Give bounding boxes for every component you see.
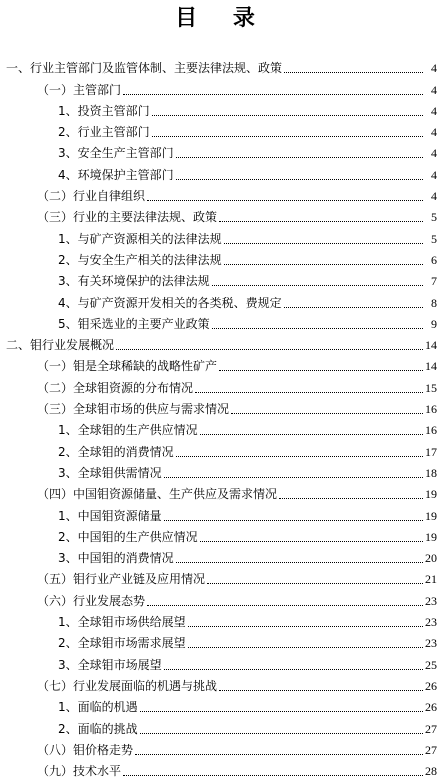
dot-leader bbox=[147, 605, 423, 606]
toc-entry-number: （九） bbox=[37, 764, 74, 779]
dot-leader bbox=[200, 434, 423, 435]
dot-leader bbox=[224, 264, 423, 265]
toc-entry-text: 钼行业产业链及应用情况 bbox=[73, 572, 206, 587]
toc-page-number: 26 bbox=[425, 700, 437, 715]
toc-entry-label bbox=[37, 401, 229, 417]
toc-page-number: 15 bbox=[425, 380, 437, 395]
toc-entry-text: 中国钼的生产供应情况 bbox=[77, 529, 198, 544]
toc-entry-number: 1、 bbox=[58, 615, 78, 630]
toc-page-number: 4 bbox=[431, 189, 437, 204]
dot-leader bbox=[224, 243, 423, 244]
dot-leader bbox=[176, 157, 423, 158]
toc-entry[interactable] bbox=[0, 587, 444, 608]
toc-entry-text: 与安全生产相关的法律法规 bbox=[77, 252, 222, 267]
toc-page-number: 4 bbox=[431, 125, 437, 140]
toc-page-number: 4 bbox=[431, 103, 437, 118]
toc-entry-text: 技术水平 bbox=[73, 764, 122, 779]
toc-entry-number: （四） bbox=[37, 487, 74, 502]
toc-entry-label bbox=[58, 529, 198, 545]
toc-entry-label bbox=[58, 167, 174, 183]
toc-entry-text: 行业自律组织 bbox=[73, 189, 146, 204]
toc-entry-label bbox=[58, 444, 174, 460]
toc-entry-number: 2、 bbox=[58, 444, 78, 459]
toc-page-number: 19 bbox=[425, 529, 437, 544]
toc-page-number: 4 bbox=[431, 82, 437, 97]
toc-entry-label bbox=[37, 763, 121, 779]
toc-entry[interactable] bbox=[0, 204, 444, 225]
toc-entry-text: 面临的机遇 bbox=[77, 700, 138, 715]
toc-page-number: 14 bbox=[425, 359, 437, 374]
toc-entry-number: 2、 bbox=[58, 636, 78, 651]
dot-leader bbox=[135, 754, 423, 755]
toc-entry-text: 行业发展态势 bbox=[73, 593, 146, 608]
toc-entry-number: （二） bbox=[37, 380, 74, 395]
toc-page-number: 20 bbox=[425, 551, 437, 566]
toc-page-number: 6 bbox=[431, 252, 437, 267]
toc-entry-label bbox=[37, 486, 277, 502]
dot-leader bbox=[279, 498, 423, 499]
toc-entry-text: 全球钼市场供给展望 bbox=[77, 615, 186, 630]
dot-leader bbox=[200, 541, 423, 542]
toc-entry-number: 3、 bbox=[58, 465, 78, 480]
toc-entry-text: 钼采选业的主要产业政策 bbox=[77, 316, 210, 331]
toc-entry[interactable] bbox=[0, 353, 444, 374]
toc-entry-label bbox=[37, 571, 205, 587]
toc-entry[interactable] bbox=[0, 247, 444, 268]
toc-page-number: 16 bbox=[425, 423, 437, 438]
dot-leader bbox=[123, 775, 423, 776]
toc-entry[interactable] bbox=[0, 268, 444, 289]
toc-entry[interactable] bbox=[0, 161, 444, 182]
toc-entry[interactable] bbox=[0, 630, 444, 651]
toc-entry-number: （三） bbox=[37, 402, 74, 417]
toc-entry-number: （三） bbox=[37, 210, 74, 225]
toc-entry[interactable] bbox=[0, 119, 444, 140]
toc-entry[interactable] bbox=[0, 460, 444, 481]
toc-title: 目 录 bbox=[175, 6, 269, 31]
dot-leader bbox=[152, 136, 423, 137]
toc-entry-number: 3、 bbox=[58, 657, 78, 672]
toc-entry-label bbox=[37, 678, 217, 694]
dot-leader bbox=[219, 690, 423, 691]
dot-leader bbox=[219, 221, 423, 222]
toc-entry-text: 投资主管部门 bbox=[77, 103, 150, 118]
toc-entry-text: 全球钼的生产供应情况 bbox=[77, 423, 198, 438]
toc-entry-text: 钼是全球稀缺的战略性矿产 bbox=[73, 359, 218, 374]
toc-entry-text: 行业的主要法律法规、政策 bbox=[73, 210, 218, 225]
toc-entry[interactable] bbox=[0, 311, 444, 332]
toc-entry[interactable] bbox=[0, 524, 444, 545]
toc-entry-label bbox=[58, 252, 222, 268]
toc-page-number: 19 bbox=[425, 508, 437, 523]
toc-entry[interactable] bbox=[0, 694, 444, 715]
dot-leader bbox=[195, 392, 423, 393]
toc-entry-number: （一） bbox=[37, 359, 74, 374]
toc-page-number: 16 bbox=[425, 402, 437, 417]
toc-entry[interactable] bbox=[0, 715, 444, 736]
dot-leader bbox=[284, 72, 423, 73]
toc-entry[interactable] bbox=[0, 609, 444, 630]
toc-page-number: 19 bbox=[425, 487, 437, 502]
toc-entry[interactable] bbox=[0, 396, 444, 417]
toc-entry-label bbox=[58, 145, 174, 161]
dot-leader bbox=[164, 669, 423, 670]
toc-entry-label bbox=[58, 508, 162, 524]
dot-leader bbox=[219, 370, 423, 371]
toc-entry-number: 5、 bbox=[58, 316, 78, 331]
toc-entry-number: （二） bbox=[37, 189, 74, 204]
toc-page-number: 9 bbox=[431, 316, 437, 331]
toc-entry-number: 2、 bbox=[58, 252, 78, 267]
table-of-contents bbox=[0, 55, 444, 779]
dot-leader bbox=[212, 328, 423, 329]
toc-entry[interactable] bbox=[0, 76, 444, 97]
toc-page-number: 14 bbox=[425, 338, 437, 353]
toc-page-number: 25 bbox=[425, 657, 437, 672]
dot-leader bbox=[140, 711, 423, 712]
dot-leader bbox=[147, 200, 423, 201]
toc-entry-label bbox=[6, 337, 114, 353]
toc-entry-text: 环境保护主管部门 bbox=[77, 167, 174, 182]
toc-entry-text: 全球钼市场需求展望 bbox=[77, 636, 186, 651]
toc-entry[interactable] bbox=[0, 651, 444, 672]
toc-entry-text: 行业主管部门及监管体制、主要法律法规、政策 bbox=[30, 61, 283, 76]
toc-entry-label bbox=[58, 465, 162, 481]
toc-entry-number: 1、 bbox=[58, 231, 78, 246]
toc-entry[interactable] bbox=[0, 673, 444, 694]
toc-entry-label bbox=[37, 82, 121, 98]
toc-entry-label bbox=[58, 635, 186, 651]
dot-leader bbox=[164, 477, 423, 478]
toc-entry-number: 1、 bbox=[58, 700, 78, 715]
dot-leader bbox=[176, 562, 423, 563]
toc-entry-label bbox=[58, 550, 174, 566]
dot-leader bbox=[152, 115, 423, 116]
toc-entry-number: （七） bbox=[37, 678, 74, 693]
toc-entry-text: 有关环境保护的法律法规 bbox=[77, 274, 210, 289]
toc-entry[interactable] bbox=[0, 417, 444, 438]
toc-entry-text: 全球钼供需情况 bbox=[77, 465, 162, 480]
toc-entry[interactable] bbox=[0, 438, 444, 459]
toc-page-number: 23 bbox=[425, 615, 437, 630]
toc-entry-label bbox=[6, 60, 282, 76]
toc-entry-label bbox=[58, 124, 150, 140]
toc-entry-number: 1、 bbox=[58, 508, 78, 523]
dot-leader bbox=[164, 520, 423, 521]
toc-entry-label bbox=[58, 273, 210, 289]
toc-entry-text: 面临的挑战 bbox=[77, 721, 138, 736]
toc-entry[interactable] bbox=[0, 545, 444, 566]
toc-entry-label bbox=[58, 422, 198, 438]
toc-entry[interactable] bbox=[0, 140, 444, 161]
toc-entry-number: 3、 bbox=[58, 274, 78, 289]
toc-entry-text: 安全生产主管部门 bbox=[77, 146, 174, 161]
toc-entry[interactable] bbox=[0, 332, 444, 353]
toc-entry[interactable] bbox=[0, 481, 444, 502]
toc-entry-number: 3、 bbox=[58, 551, 78, 566]
dot-leader bbox=[212, 285, 423, 286]
toc-entry-label bbox=[58, 316, 210, 332]
toc-entry-label bbox=[58, 103, 150, 119]
toc-page-number: 23 bbox=[425, 636, 437, 651]
toc-page-number: 27 bbox=[425, 742, 437, 757]
toc-entry-label bbox=[37, 188, 145, 204]
toc-entry-label bbox=[58, 231, 222, 247]
toc-entry[interactable] bbox=[0, 737, 444, 758]
dot-leader bbox=[284, 307, 423, 308]
toc-page-number: 5 bbox=[431, 210, 437, 225]
toc-entry[interactable] bbox=[0, 502, 444, 523]
toc-entry-text: 全球钼市场的供应与需求情况 bbox=[73, 402, 230, 417]
toc-entry-label bbox=[58, 721, 138, 737]
dot-leader bbox=[188, 626, 423, 627]
toc-page-number: 26 bbox=[425, 678, 437, 693]
toc-entry-number: 2、 bbox=[58, 529, 78, 544]
toc-entry-label bbox=[37, 358, 217, 374]
toc-page-number: 27 bbox=[425, 721, 437, 736]
toc-entry-number: 2、 bbox=[58, 125, 78, 140]
toc-entry[interactable] bbox=[0, 55, 444, 76]
dot-leader bbox=[231, 413, 423, 414]
toc-entry[interactable] bbox=[0, 374, 444, 395]
toc-page-number: 4 bbox=[431, 167, 437, 182]
toc-entry[interactable] bbox=[0, 758, 444, 779]
toc-entry-label bbox=[58, 657, 162, 673]
toc-entry-label bbox=[37, 380, 193, 396]
toc-entry-text: 与矿产资源相关的法律法规 bbox=[77, 231, 222, 246]
toc-entry-label bbox=[58, 614, 186, 630]
dot-leader bbox=[188, 647, 423, 648]
toc-entry-number: 4、 bbox=[58, 295, 78, 310]
toc-entry-label bbox=[37, 209, 217, 225]
toc-entry-number: （六） bbox=[37, 593, 74, 608]
toc-page-number: 4 bbox=[431, 146, 437, 161]
toc-entry[interactable] bbox=[0, 225, 444, 246]
toc-entry-text: 中国钼资源储量、生产供应及需求情况 bbox=[73, 487, 278, 502]
toc-entry-text: 中国钼资源储量 bbox=[77, 508, 162, 523]
toc-page-number: 18 bbox=[425, 465, 437, 480]
toc-page-number: 23 bbox=[425, 593, 437, 608]
toc-entry[interactable] bbox=[0, 98, 444, 119]
toc-entry-text: 钼行业发展概况 bbox=[30, 338, 115, 353]
toc-entry-text: 全球钼资源的分布情况 bbox=[73, 380, 194, 395]
dot-leader bbox=[207, 583, 423, 584]
toc-entry-text: 与矿产资源开发相关的各类税、费规定 bbox=[77, 295, 282, 310]
toc-entry[interactable] bbox=[0, 566, 444, 587]
toc-entry-number: 1、 bbox=[58, 423, 78, 438]
toc-entry-number: 3、 bbox=[58, 146, 78, 161]
toc-page-number: 4 bbox=[431, 61, 437, 76]
toc-page-number: 5 bbox=[431, 231, 437, 246]
toc-entry-label bbox=[58, 295, 282, 311]
dot-leader bbox=[176, 179, 423, 180]
toc-entry-label bbox=[37, 593, 145, 609]
dot-leader bbox=[123, 94, 423, 95]
toc-entry-number: 1、 bbox=[58, 103, 78, 118]
toc-entry[interactable] bbox=[0, 183, 444, 204]
toc-entry-text: 全球钼的消费情况 bbox=[77, 444, 174, 459]
dot-leader bbox=[140, 733, 423, 734]
toc-entry-number: 一、 bbox=[6, 61, 31, 76]
toc-entry-number: 4、 bbox=[58, 167, 78, 182]
dot-leader bbox=[176, 456, 423, 457]
toc-entry-number: 2、 bbox=[58, 721, 78, 736]
toc-page-number: 8 bbox=[431, 295, 437, 310]
toc-entry-number: （八） bbox=[37, 742, 74, 757]
toc-entry-text: 全球钼市场展望 bbox=[77, 657, 162, 672]
toc-entry-text: 钼价格走势 bbox=[73, 742, 134, 757]
toc-entry-number: （一） bbox=[37, 82, 74, 97]
toc-page-number: 28 bbox=[425, 764, 437, 779]
toc-entry-text: 行业发展面临的机遇与挑战 bbox=[73, 678, 218, 693]
toc-entry-label bbox=[58, 699, 138, 715]
toc-entry-text: 行业主管部门 bbox=[77, 125, 150, 140]
toc-page-number: 21 bbox=[425, 572, 437, 587]
toc-entry-text: 主管部门 bbox=[73, 82, 122, 97]
toc-entry-number: 二、 bbox=[6, 338, 31, 353]
toc-entry-number: （五） bbox=[37, 572, 74, 587]
toc-entry-text: 中国钼的消费情况 bbox=[77, 551, 174, 566]
toc-page-number: 7 bbox=[431, 274, 437, 289]
toc-entry[interactable] bbox=[0, 289, 444, 310]
dot-leader bbox=[116, 349, 423, 350]
toc-page-number: 17 bbox=[425, 444, 437, 459]
